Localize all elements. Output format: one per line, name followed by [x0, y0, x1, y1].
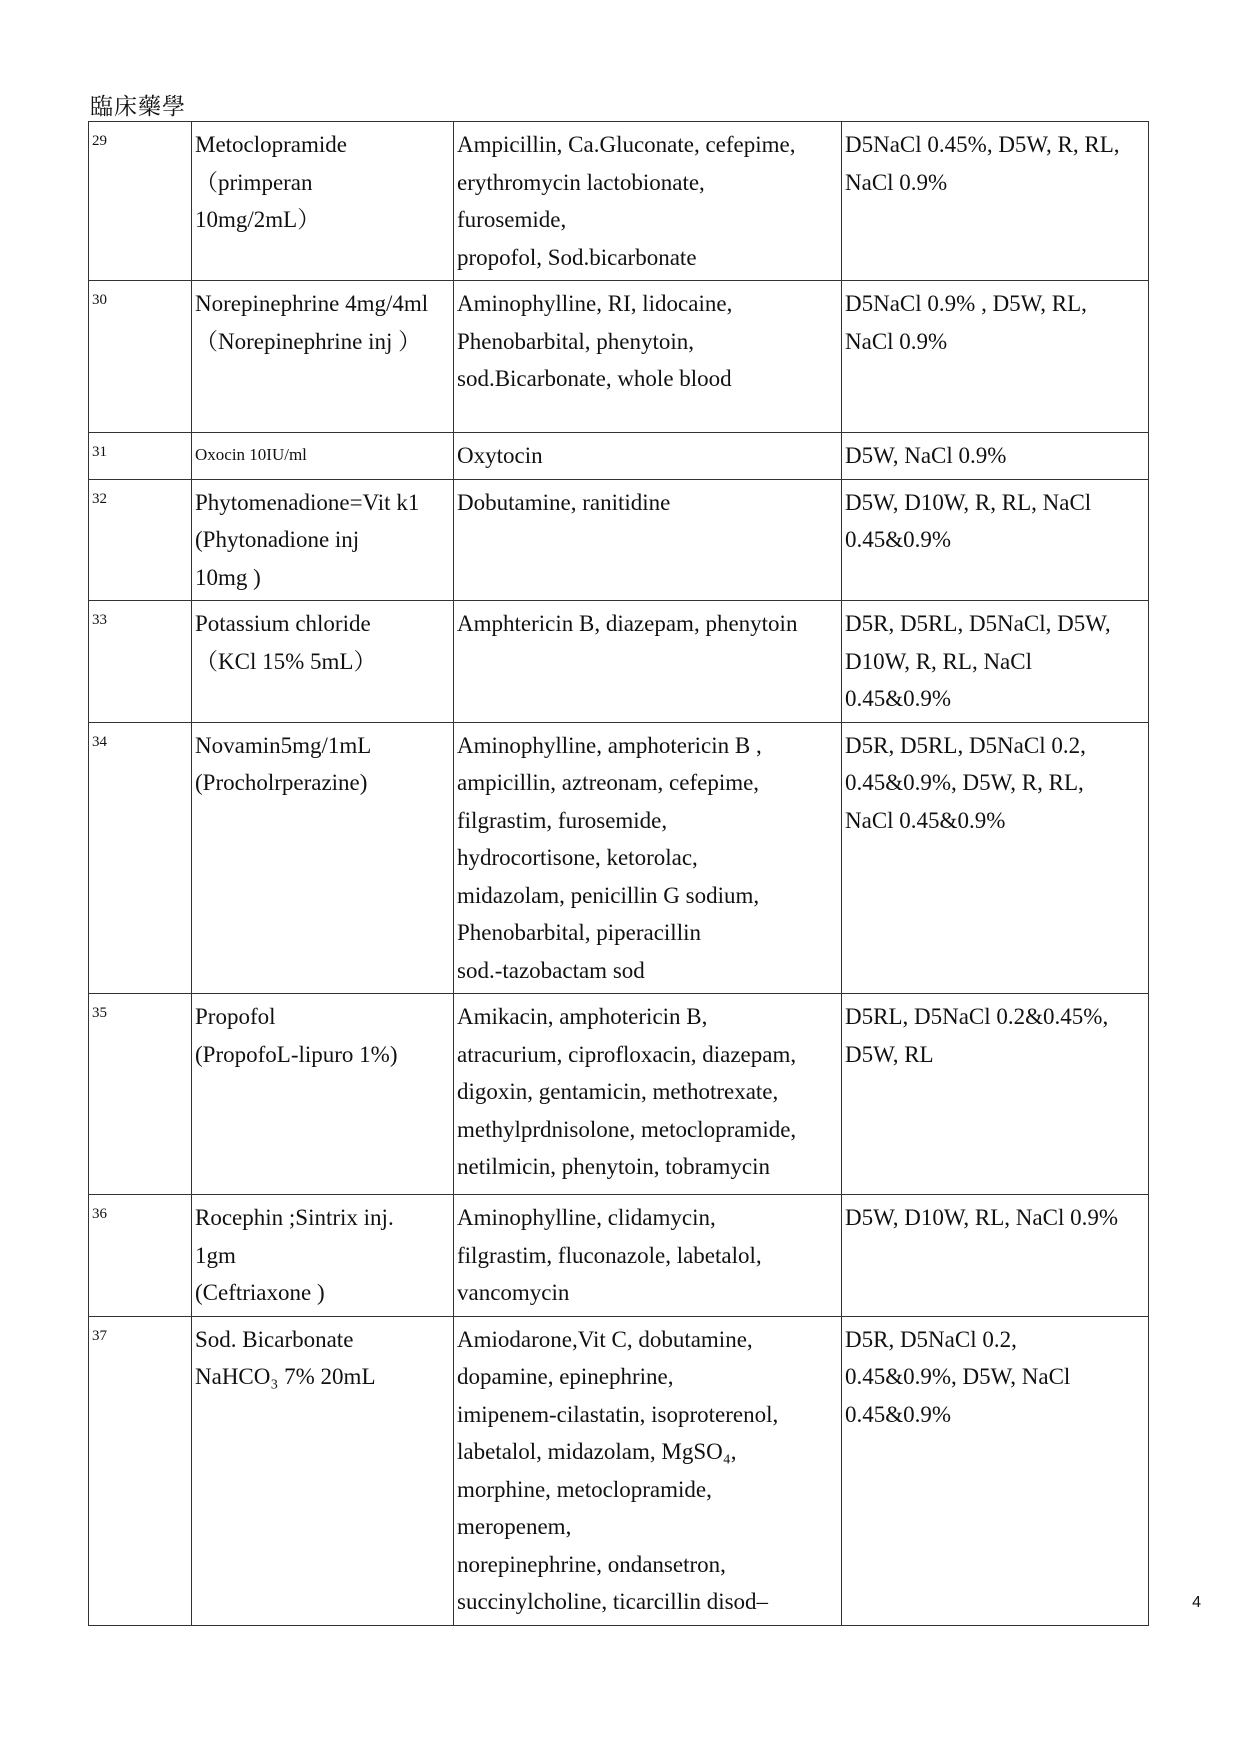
compatible-diluent-cell [842, 433, 1149, 480]
cell-line: NaCl 0.45&0.9% [845, 807, 1006, 833]
drug-name-cell [192, 601, 454, 723]
cell-line: 1gm [195, 1242, 236, 1268]
cell-line: Amikacin, amphotericin B, [457, 1004, 708, 1029]
cell-line: imipenem-cilastatin, isoproterenol, [457, 1401, 779, 1427]
incompatible-drugs-cell [454, 1195, 842, 1317]
cell-line: dopamine, epinephrine, [457, 1364, 674, 1389]
cell-line: Propofol [195, 1004, 276, 1029]
cell-line: Amphtericin B, diazepam, phenytoin [457, 611, 798, 636]
incompatible-drugs-cell [454, 1316, 842, 1625]
cell-line: （primperan [195, 169, 313, 195]
compatible-diluent-cell [842, 1195, 1149, 1317]
cell-line: (Phytonadione inj [195, 527, 360, 552]
cell-line: atracurium, ciprofloxacin, diazepam, [457, 1041, 797, 1067]
table-row [89, 722, 1149, 994]
cell-line: propofol, Sod.bicarbonate [457, 244, 697, 270]
cell-line: (Ceftriaxone ) [195, 1280, 325, 1305]
cell-line: erythromycin lactobionate, [457, 169, 705, 195]
cell-line: Oxocin 10IU/ml [195, 445, 307, 464]
table-row [89, 122, 1149, 281]
cell-line: Metoclopramide [195, 132, 348, 157]
drug-name-cell [192, 281, 454, 433]
compatible-diluent-cell [842, 994, 1149, 1195]
cell-line: D5W, D10W, R, RL, NaCl [845, 489, 1092, 515]
cell-line: D5RL, D5NaCl 0.2&0.45%, [845, 1004, 1109, 1029]
cell-line: Aminophylline, clidamycin, [457, 1205, 716, 1230]
cell-line: （Norepinephrine inj ） [195, 328, 422, 354]
cell-line: vancomycin [457, 1280, 570, 1305]
cell-line: Phytomenadione=Vit k1 [195, 489, 420, 515]
incompatible-drugs-cell [454, 122, 842, 281]
table-row [89, 281, 1149, 433]
cell-line: ampicillin, aztreonam, cefepime, [457, 770, 760, 795]
row-number: 36 [89, 1195, 192, 1317]
cell-line: NaCl 0.9% [845, 169, 948, 195]
cell-line: norepinephrine, ondansetron, [457, 1551, 726, 1577]
cell-line: sod.-tazobactam sod [457, 957, 645, 983]
table-row [89, 433, 1149, 480]
compatible-diluent-cell [842, 601, 1149, 723]
cell-line: NaHCO₃ 7% 20mL [195, 1364, 376, 1389]
drug-name-cell [192, 722, 454, 994]
compatible-diluent-cell [842, 479, 1149, 601]
table-row [89, 1195, 1149, 1317]
cell-line: netilmicin, phenytoin, tobramycin [457, 1154, 770, 1179]
cell-line: furosemide, [457, 207, 567, 232]
cell-line: D5NaCl 0.45%, D5W, R, RL, [845, 132, 1120, 157]
page-header-title: 臨床藥學 [90, 94, 186, 120]
cell-line: Phenobarbital, phenytoin, [457, 328, 694, 354]
cell-line: D5R, D5RL, D5NaCl, D5W, [845, 611, 1111, 636]
cell-line: Aminophylline, amphotericin B , [457, 732, 762, 758]
cell-line: Ampicillin, Ca.Gluconate, cefepime, [457, 132, 796, 157]
drug-compatibility-table [88, 121, 1149, 1626]
cell-line: succinylcholine, ticarcillin disod– [457, 1589, 769, 1614]
cell-line: Phenobarbital, piperacillin [457, 920, 701, 945]
cell-line: Oxytocin [457, 443, 543, 468]
row-number: 32 [89, 479, 192, 601]
row-number: 29 [89, 122, 192, 281]
cell-line: filgrastim, fluconazole, labetalol, [457, 1242, 762, 1268]
row-number: 34 [89, 722, 192, 994]
page-number: 4 [1192, 1594, 1201, 1611]
table-row [89, 601, 1149, 723]
drug-name-cell [192, 122, 454, 281]
cell-line: Sod. Bicarbonate [195, 1326, 354, 1352]
cell-line: 0.45&0.9% [845, 1401, 952, 1427]
cell-line: Dobutamine, ranitidine [457, 489, 671, 515]
table-row [89, 479, 1149, 601]
cell-line: D5W, RL [845, 1041, 934, 1067]
cell-line: D5NaCl 0.9% , D5W, RL, [845, 291, 1087, 316]
compatible-diluent-cell [842, 122, 1149, 281]
cell-line: morphine, metoclopramide, [457, 1476, 712, 1502]
incompatible-drugs-cell [454, 994, 842, 1195]
cell-line: filgrastim, furosemide, [457, 807, 668, 833]
compatible-diluent-cell [842, 722, 1149, 994]
table-row [89, 994, 1149, 1195]
cell-line: 10mg ) [195, 564, 261, 590]
cell-line: Rocephin ;Sintrix inj. [195, 1205, 394, 1230]
cell-line: 10mg/2mL） [195, 207, 321, 232]
cell-line: D5R, D5RL, D5NaCl 0.2, [845, 732, 1086, 758]
row-number: 35 [89, 994, 192, 1195]
cell-line: midazolam, penicillin G sodium, [457, 882, 760, 908]
cell-line: Potassium chloride [195, 611, 371, 636]
cell-line: D10W, R, RL, NaCl [845, 648, 1032, 674]
incompatible-drugs-cell [454, 601, 842, 723]
incompatible-drugs-cell [454, 479, 842, 601]
cell-line: D5W, NaCl 0.9% [845, 443, 1007, 468]
cell-line: 0.45&0.9% [845, 527, 952, 552]
cell-line: 0.45&0.9%, D5W, R, RL, [845, 770, 1084, 795]
cell-line: 0.45&0.9%, D5W, NaCl [845, 1364, 1071, 1389]
compatible-diluent-cell [842, 1316, 1149, 1625]
drug-name-cell [192, 433, 454, 480]
cell-line: hydrocortisone, ketorolac, [457, 845, 698, 870]
cell-line: Novamin5mg/1mL [195, 732, 372, 758]
compatible-diluent-cell [842, 281, 1149, 433]
incompatible-drugs-cell [454, 722, 842, 994]
cell-line: Norepinephrine 4mg/4ml [195, 291, 429, 316]
cell-line: labetalol, midazolam, MgSO₄, [457, 1439, 737, 1464]
cell-line: meropenem, [457, 1514, 572, 1539]
incompatible-drugs-cell [454, 433, 842, 480]
drug-name-cell [192, 994, 454, 1195]
table-row [89, 1316, 1149, 1625]
cell-line: sod.Bicarbonate, whole blood [457, 366, 732, 391]
drug-name-cell [192, 479, 454, 601]
cell-line: 0.45&0.9% [845, 686, 952, 711]
row-number: 37 [89, 1316, 192, 1625]
row-number: 31 [89, 433, 192, 480]
cell-line: （KCl 15% 5mL） [195, 648, 377, 674]
drug-name-cell [192, 1316, 454, 1625]
cell-line: methylprdnisolone, metoclopramide, [457, 1116, 797, 1142]
cell-line: D5R, D5NaCl 0.2, [845, 1326, 1017, 1352]
row-number: 33 [89, 601, 192, 723]
cell-line: Amiodarone,Vit C, dobutamine, [457, 1326, 753, 1352]
cell-line: NaCl 0.9% [845, 328, 948, 354]
row-number: 30 [89, 281, 192, 433]
cell-line: Aminophylline, RI, lidocaine, [457, 291, 733, 316]
cell-line: (Procholrperazine) [195, 770, 368, 795]
cell-line: digoxin, gentamicin, methotrexate, [457, 1079, 779, 1104]
incompatible-drugs-cell [454, 281, 842, 433]
drug-name-cell [192, 1195, 454, 1317]
cell-line: D5W, D10W, RL, NaCl 0.9% [845, 1205, 1119, 1230]
cell-line: (PropofoL-lipuro 1%) [195, 1041, 398, 1067]
